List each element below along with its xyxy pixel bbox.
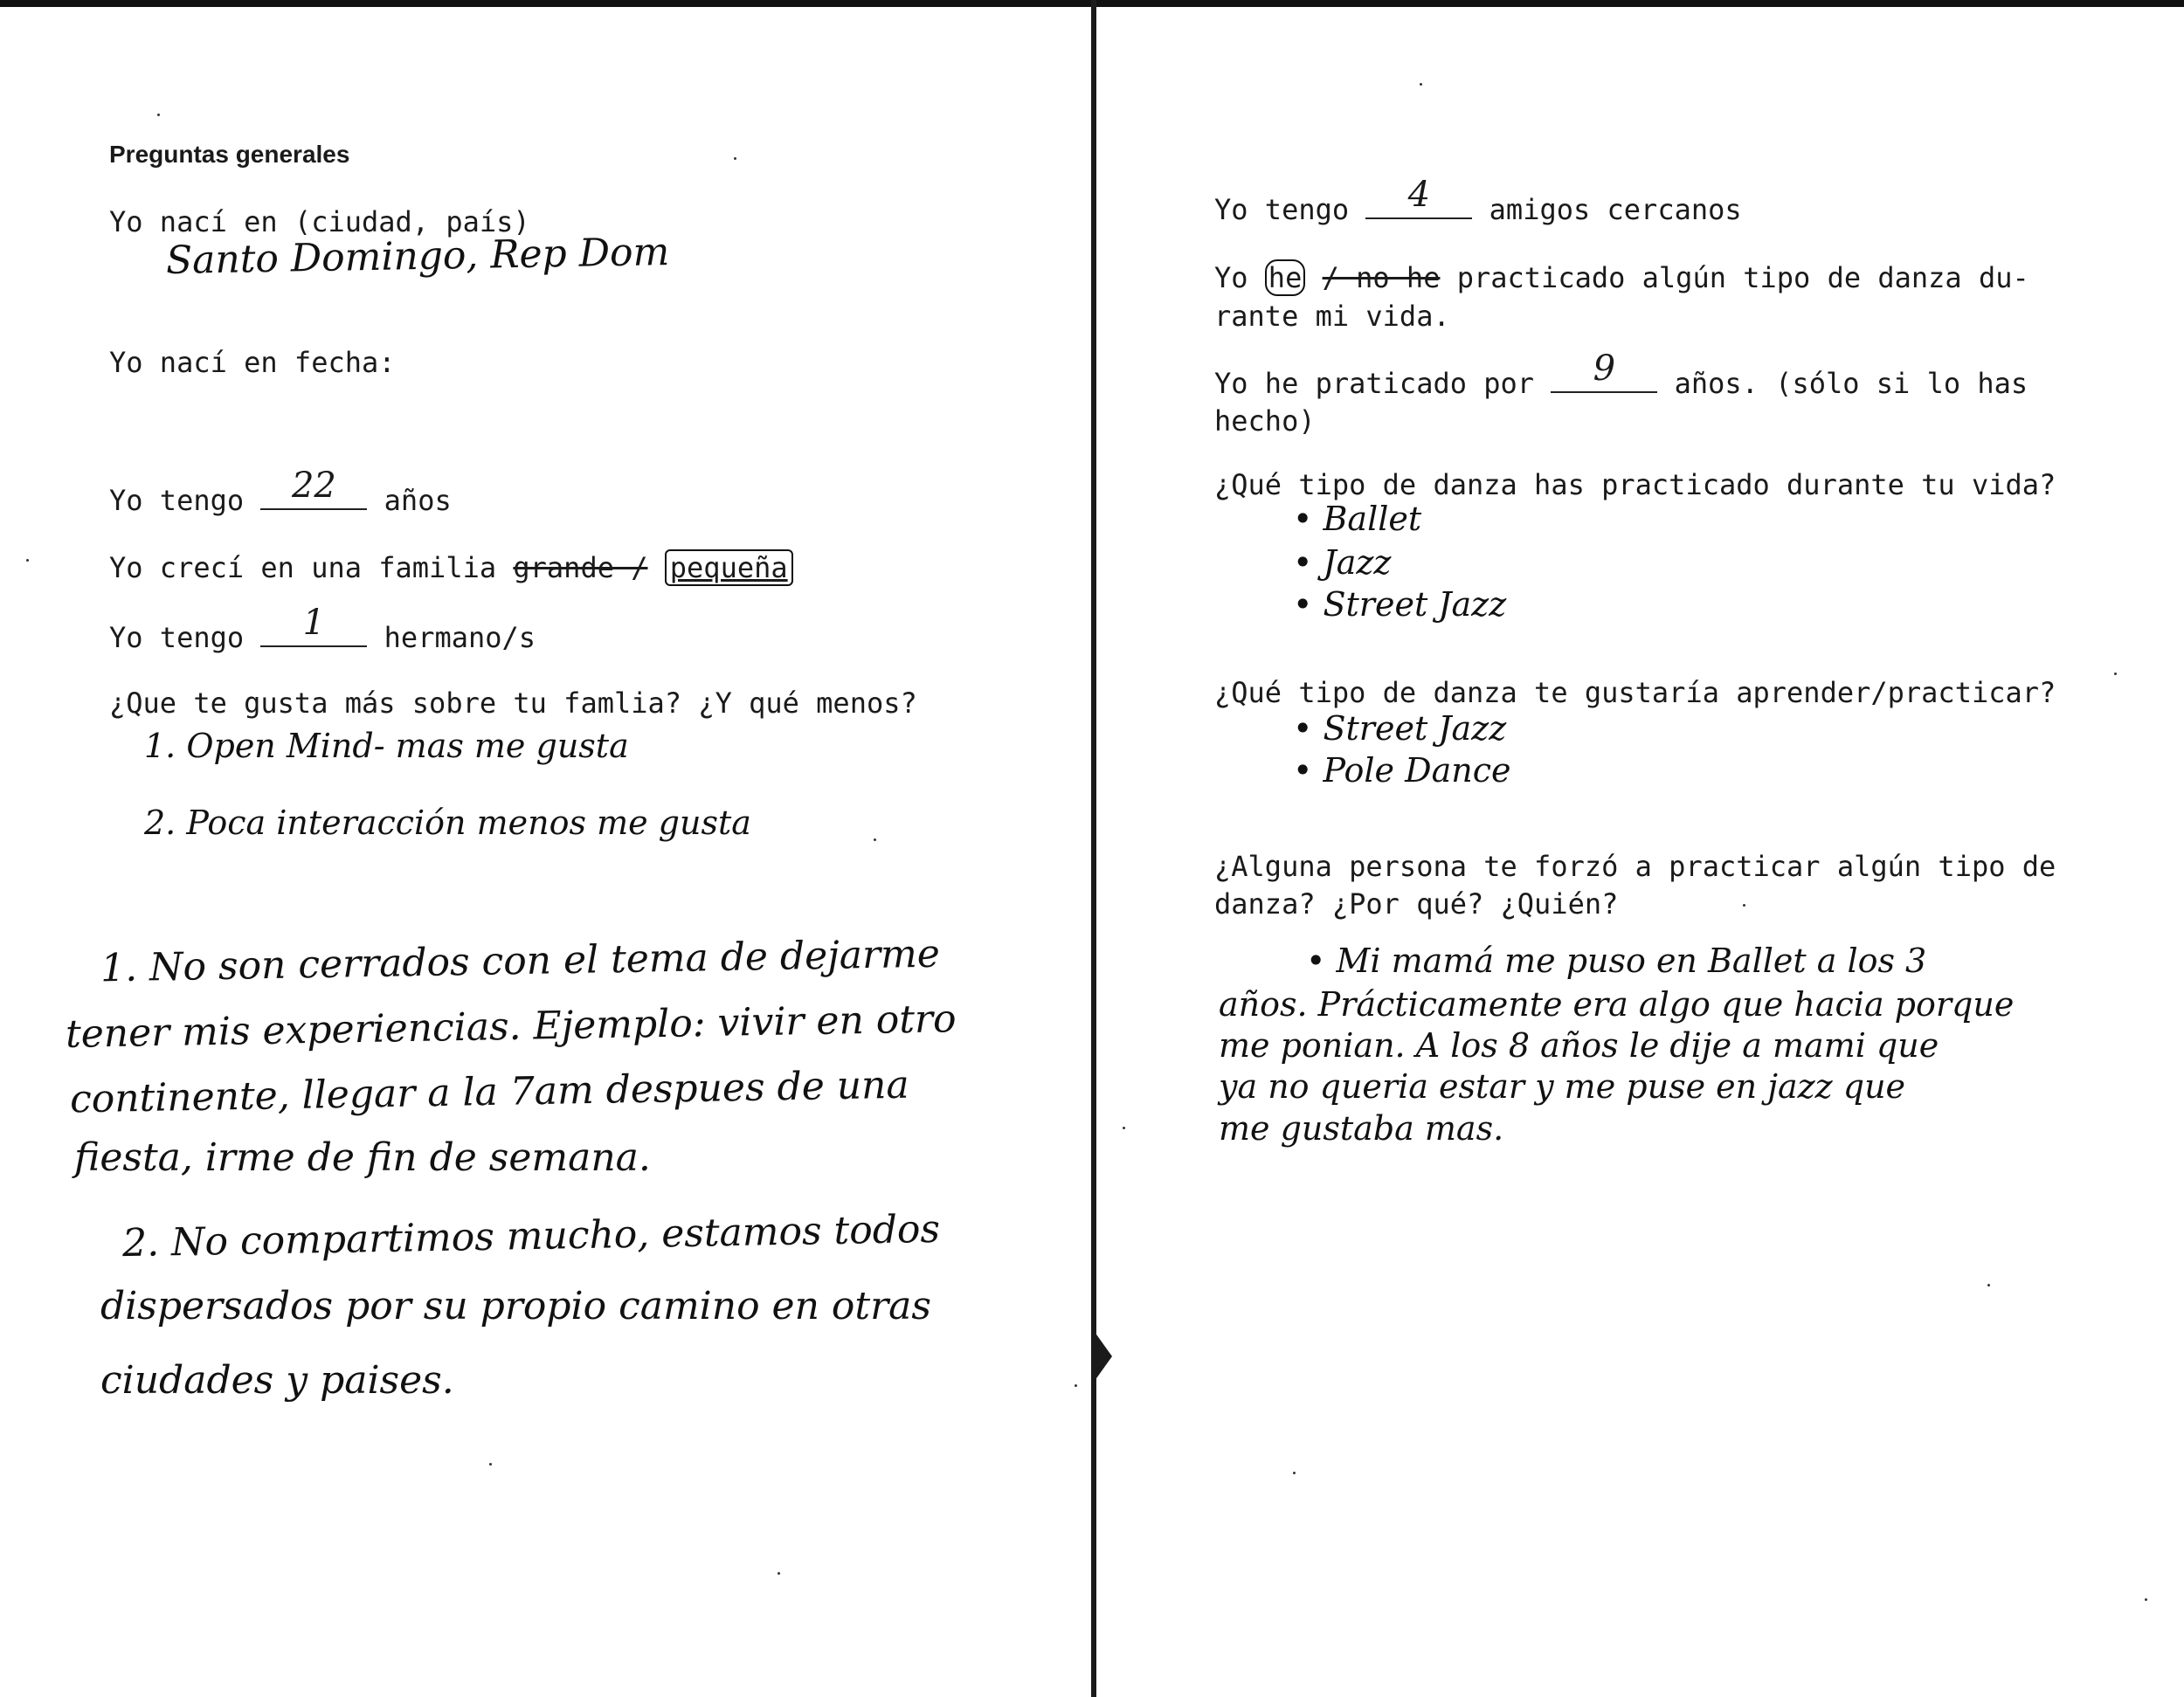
question-dance-types: ¿Qué tipo de danza has practicado durante tu vida? — [1214, 468, 2056, 501]
question-dance-line2: rante mi vida. — [1214, 300, 1450, 333]
question-friends — [1214, 175, 1742, 229]
age-unit: años — [384, 484, 452, 517]
scan-speck — [778, 1572, 780, 1575]
dance-rest: practicado algún tipo de danza du- — [1456, 261, 2029, 294]
paragraph-1-line-1: 1. No son cerrados con el tema de dejarme — [100, 931, 941, 991]
scan-speck — [489, 1463, 492, 1466]
forced-answer-line-2: años. Prácticamente era algo que hacia porque — [1219, 985, 2015, 1024]
question-family-size — [109, 548, 793, 587]
forced-answer-line-1: • Mi mamá me puso en Ballet a los 3 — [1306, 942, 1927, 980]
dance-type-jazz: • Jazz — [1293, 543, 1392, 582]
scan-speck — [1123, 1127, 1125, 1129]
paragraph-2-line-3: ciudades y paises. — [100, 1358, 454, 1403]
siblings-blank — [260, 603, 367, 647]
option-pequena-selected: pequeña — [665, 549, 793, 586]
years-blank — [1551, 348, 1657, 393]
scan-speck — [734, 157, 736, 160]
paragraph-1-line-4: fiesta, irme de fin de semana. — [74, 1135, 651, 1180]
birthdate-label: Yo nací en fecha: — [109, 346, 396, 379]
option-no-he: / no he — [1322, 261, 1441, 294]
friends-label: Yo tengo — [1214, 193, 1350, 226]
years-unit: años. (sólo si lo has — [1674, 367, 2028, 400]
option-grande: grande / — [513, 551, 648, 584]
question-forced-line1: ¿Alguna persona te forzó a practicar algún tipo de — [1214, 850, 2056, 883]
left-page — [0, 0, 1091, 1697]
scan-speck — [2114, 673, 2117, 675]
question-forced-line2: danza? ¿Por qué? ¿Quién? — [1214, 887, 1619, 921]
answer-birthplace: Santo Domingo, Rep Dom — [165, 229, 670, 284]
scan-speck — [26, 559, 29, 562]
age-label: Yo tengo — [109, 484, 245, 517]
scan-speck — [1420, 83, 1422, 86]
scan-speck — [2145, 1598, 2147, 1601]
question-age — [109, 466, 452, 520]
dance-type-ballet: • Ballet — [1293, 500, 1422, 538]
siblings-label: Yo tengo — [109, 621, 245, 654]
scan-speck — [1075, 1384, 1077, 1387]
years-value: 9 — [1593, 348, 1616, 389]
question-birthdate — [109, 343, 396, 382]
friends-blank — [1365, 175, 1472, 219]
answer-like: 1. Open Mind- mas me gusta — [144, 727, 629, 765]
age-blank — [260, 466, 367, 510]
friends-unit: amigos cercanos — [1489, 193, 1742, 226]
question-years-line2: hecho) — [1214, 404, 1316, 438]
paragraph-1-line-2: tener mis experiencias. Ejemplo: vivir en otro — [65, 997, 957, 1057]
paragraph-2-line-1: 2. No compartimos mucho, estamos todos — [121, 1206, 941, 1266]
age-value: 22 — [291, 466, 336, 506]
siblings-unit: hermano/s — [384, 621, 536, 654]
forced-answer-line-4: ya no queria estar y me puse en jazz que — [1219, 1067, 1906, 1106]
question-dance-learn: ¿Qué tipo de danza te gustaría aprender/practicar? — [1214, 676, 2056, 709]
right-page — [1096, 0, 2184, 1697]
dance-type-street-jazz: • Street Jazz — [1293, 585, 1507, 624]
friends-value: 4 — [1407, 175, 1431, 215]
scan-speck — [1293, 1472, 1296, 1474]
question-siblings — [109, 603, 536, 657]
paragraph-1-line-3: continente, llegar a la 7am despues de una — [69, 1062, 910, 1122]
learn-pole-dance: • Pole Dance — [1293, 751, 1511, 790]
scan-speck — [1743, 904, 1745, 907]
section-heading: Preguntas generales — [109, 141, 350, 168]
years-label: Yo he praticado por — [1214, 367, 1535, 400]
question-birthplace: Yo nací en (ciudad, país) — [109, 205, 530, 238]
dance-yo: Yo — [1214, 261, 1248, 294]
question-dance — [1214, 259, 2029, 297]
forced-answer-line-5: me gustaba mas. — [1219, 1109, 1504, 1148]
scan-speck — [874, 838, 876, 841]
option-he-selected: he — [1265, 259, 1306, 296]
forced-answer-line-3: me ponian. A los 8 años le dije a mami que — [1219, 1026, 1939, 1065]
scan-speck — [157, 114, 160, 116]
siblings-value: 1 — [302, 603, 326, 643]
family-label: Yo crecí en una familia — [109, 551, 497, 584]
learn-street-jazz: • Street Jazz — [1293, 709, 1507, 748]
scan-speck — [1987, 1284, 1990, 1287]
answer-dislike: 2. Poca interacción menos me gusta — [144, 804, 751, 842]
paragraph-2-line-2: dispersados por su propio camino en otras — [100, 1284, 931, 1328]
question-family-likes: ¿Que te gusta más sobre tu famlia? ¿Y qué menos? — [109, 686, 917, 720]
question-years — [1214, 348, 2028, 403]
